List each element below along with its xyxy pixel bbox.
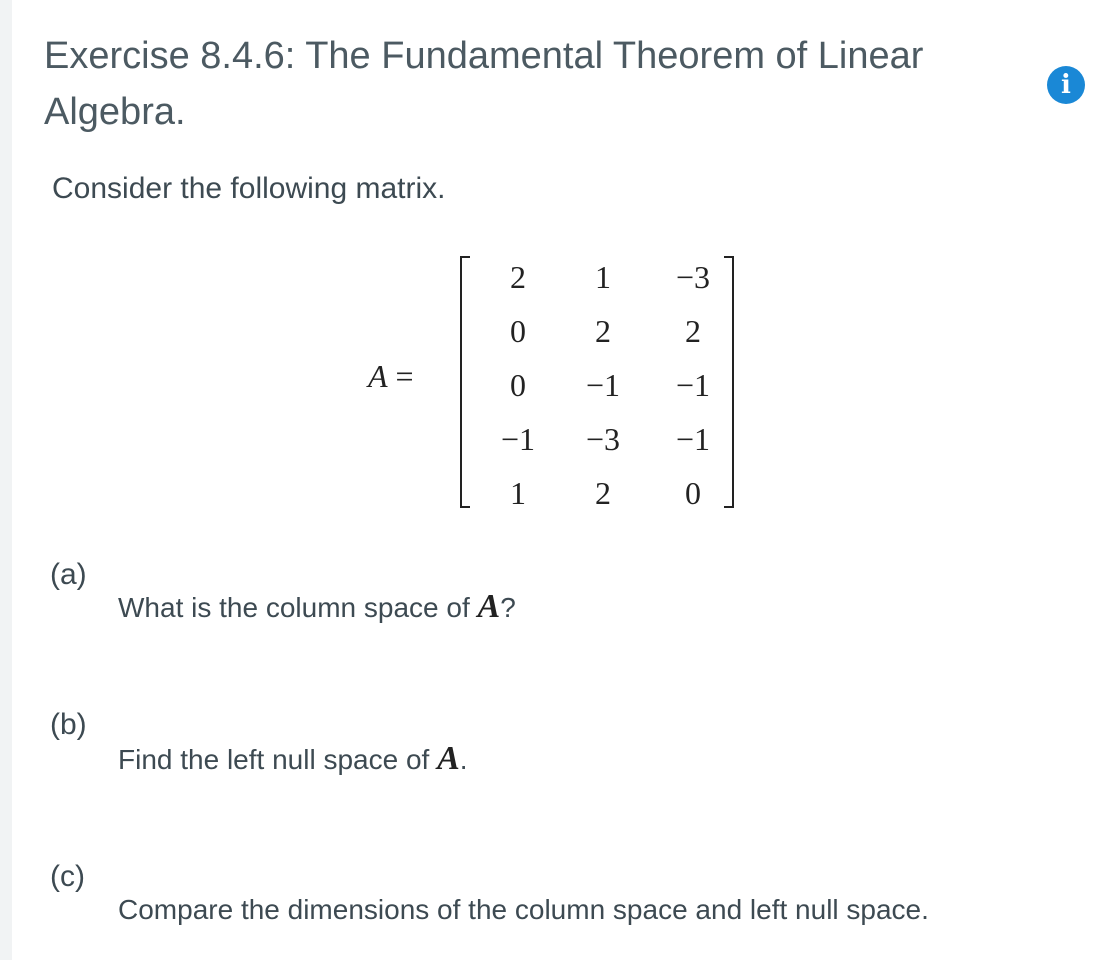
part-b-label: (b) (50, 708, 87, 741)
part-c-question (118, 894, 929, 926)
matrix-cell: 0 (685, 475, 701, 511)
part-a-variable: A (477, 588, 501, 625)
matrix-name: A (368, 358, 388, 394)
right-bracket (724, 256, 734, 508)
part-b-question (118, 740, 468, 778)
part-a-question (118, 588, 516, 626)
matrix-cell: −1 (675, 421, 711, 457)
intro-text: Consider the following matrix. (52, 172, 446, 205)
matrix-cell: −1 (675, 367, 711, 403)
left-margin-rule (0, 0, 12, 960)
matrix-cell: 0 (510, 367, 526, 403)
matrix-cell: −1 (585, 367, 621, 403)
part-a-label: (a) (50, 558, 87, 591)
matrix-equation (368, 250, 748, 515)
matrix-label (368, 358, 414, 395)
matrix-cell: −1 (500, 421, 536, 457)
part-c-text: Compare the dimensions of the column space and left null space. (118, 894, 929, 925)
matrix-cell: 0 (510, 313, 526, 349)
part-a-text: What is the column space of (118, 592, 478, 623)
matrix-cell: 2 (510, 259, 526, 295)
part-b-text: Find the left null space of (118, 744, 438, 775)
matrix-cell: 1 (510, 475, 526, 511)
part-b-punctuation: . (459, 744, 468, 775)
matrix-cell: 2 (685, 313, 701, 349)
part-b-variable: A (437, 740, 460, 777)
info-icon[interactable]: i (1047, 66, 1085, 104)
matrix-cell: 2 (595, 475, 611, 511)
matrix-cell: 2 (595, 313, 611, 349)
left-bracket (460, 256, 470, 508)
equals-sign: = (395, 358, 414, 394)
matrix-cells (478, 250, 738, 520)
part-c-label: (c) (50, 860, 85, 893)
part-a-punctuation: ? (500, 592, 516, 623)
matrix-cell: 1 (595, 259, 611, 295)
matrix-cell: −3 (585, 421, 621, 457)
matrix-cell: −3 (675, 259, 711, 295)
exercise-title: Exercise 8.4.6: The Fundamental Theorem of Linear Algebra. (44, 35, 924, 133)
